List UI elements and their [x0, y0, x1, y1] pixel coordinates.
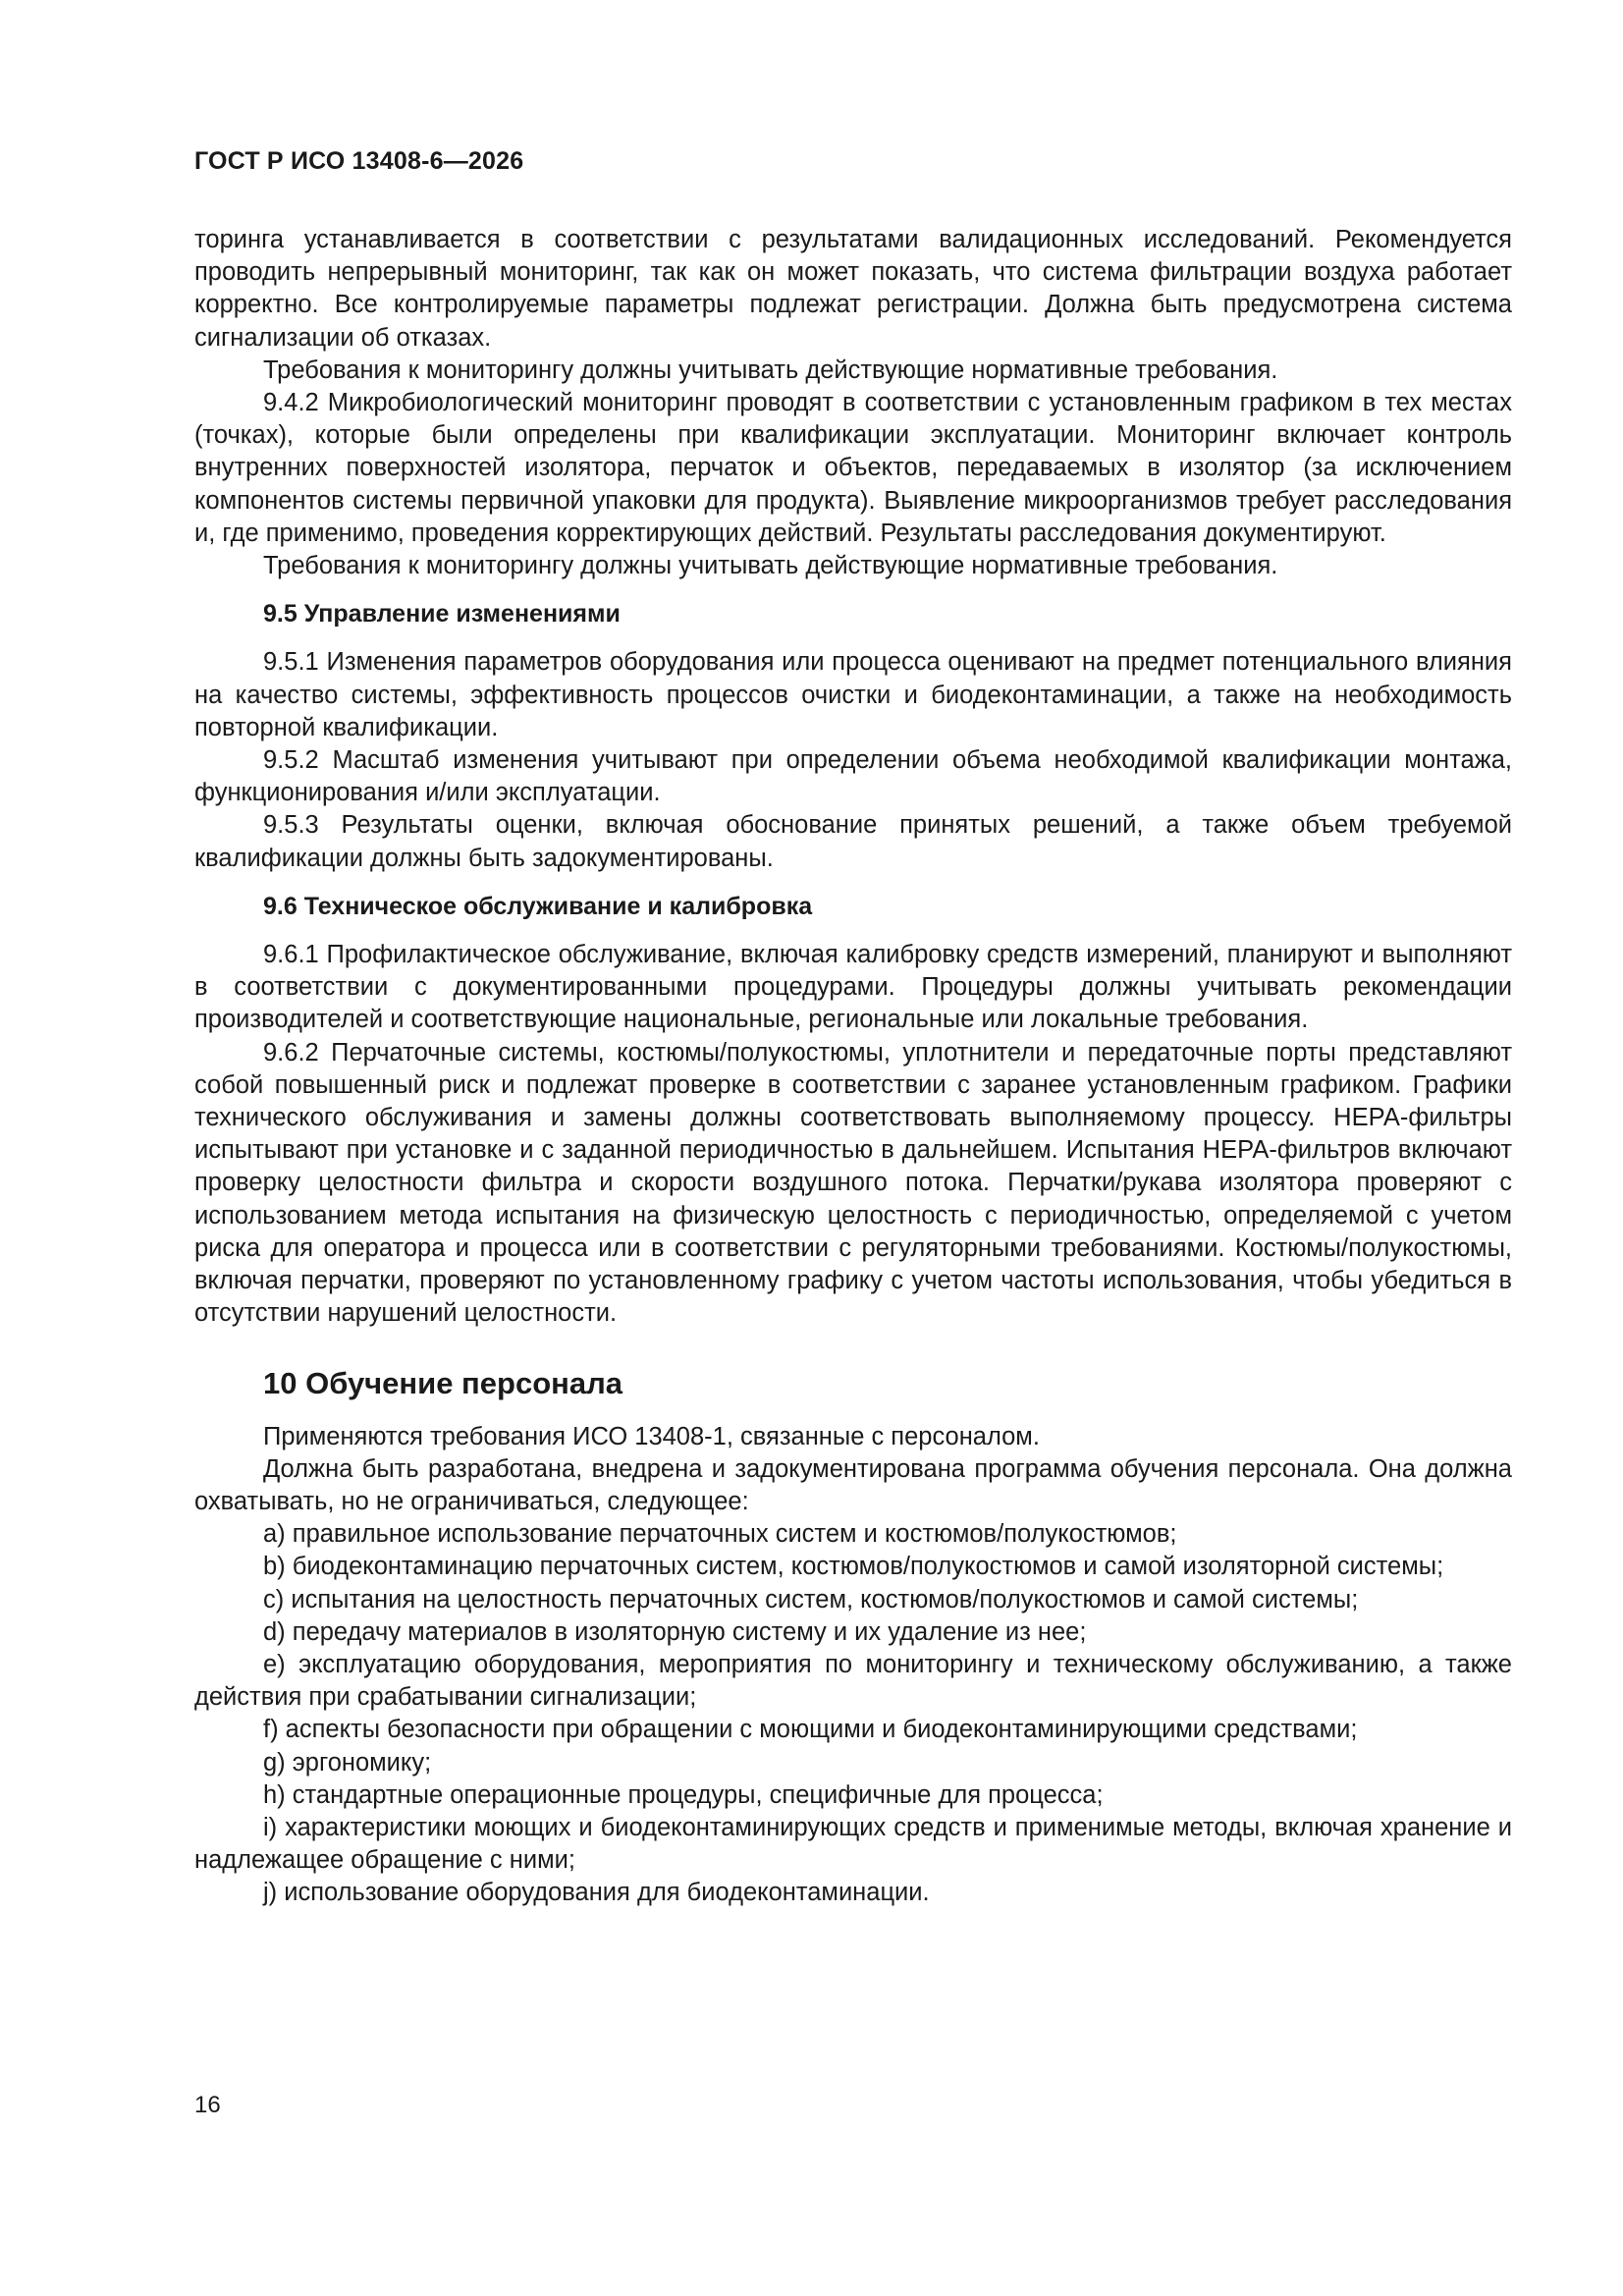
list-item: j) использование оборудования для биодеконтаминации. — [263, 1879, 930, 1907]
list-item: c) испытания на целостность перчаточных систем, костюмов/полукостюмов и самой системы; — [263, 1585, 1359, 1613]
paragraph-9-5-3: 9.5.3 Результаты оценки, включая обоснование принятых решений, а также объем требуемой квалификации должны быть задокументированы. — [194, 811, 1512, 872]
list-item: d) передачу материалов в изоляторную систему и их удаление из нее; — [263, 1617, 1087, 1646]
paragraph-9-6-2: 9.6.2 Перчаточные системы, костюмы/полукостюмы, уплотнители и передаточные порты представляют собой повышенный риск и подлежат проверке в соответствии с заранее установленным графиком. Графики технического обслуживания и замены должны соответствовать выполняемому процессу. НЕРА-фильтры испытывают при установке и с заданной периодичностью в дальнейшем. Испытания НЕРА-фильтров включают проверку целостности фильтра и скорости воздушного потока. Перчатки/рукава изолятора проверяют с использованием метода испытания на физическую целостность с периодичностью, определяемой с учетом риска для оператора и процесса или в соответствии с регуляторными требованиями. Костюмы/полукостюмы, включая перчатки, проверяют по установленному графику с учетом частоты использования, чтобы убедиться в отсутствии нарушений целостности. — [194, 1038, 1512, 1328]
document-header: ГОСТ Р ИСО 13408-6—2026 — [194, 147, 524, 175]
list-item: f) аспекты безопасности при обращении с моющими и биодеконтаминирующими средствами; — [263, 1716, 1358, 1744]
list-item: e) эксплуатацию оборудования, мероприятия по мониторингу и техническому обслуживанию, а также действия при срабатывании сигнализации; — [194, 1650, 1512, 1712]
paragraph-10-program: Должна быть разработана, внедрена и задокументирована программа обучения персонала. Она должна охватывать, но не ограничиваться, следующее: — [194, 1454, 1512, 1515]
list-item: g) эргономику; — [263, 1748, 432, 1777]
list-item: i) характеристики моющих и биодеконтаминирующих средств и применимые методы, включая хранение и надлежащее обращение с ними; — [194, 1813, 1512, 1875]
paragraph-requirements-2: Требования к мониторингу должны учитывать действующие нормативные требования. — [263, 552, 1278, 580]
document-body — [194, 224, 1512, 1910]
section-heading-9-6: 9.6 Техническое обслуживание и калибровка — [263, 892, 813, 920]
page-number: 16 — [194, 2092, 221, 2118]
paragraph-9-4-2: 9.4.2 Микробиологический мониторинг проводят в соответствии с установленным графиком в тех местах (точках), которые были определены при квалификации эксплуатации. Мониторинг включает контроль внутренних поверхностей изолятора, перчаток и объектов, передаваемых в изолятор (за исключением компонентов системы первичной упаковки для продукта). Выявление микроорганизмов требует расследования и, где применимо, проведения корректирующих действий. Результаты расследования документируют. — [194, 389, 1512, 547]
section-heading-9-5: 9.5 Управление изменениями — [263, 600, 621, 629]
paragraph-9-5-2: 9.5.2 Масштаб изменения учитывают при определении объема необходимой квалификации монтажа, функционирования и/или эксплуатации. — [194, 746, 1512, 807]
paragraph-9-6-1: 9.6.1 Профилактическое обслуживание, включая калибровку средств измерений, планируют и выполняют в соответствии с документированными процедурами. Процедуры должны учитывать рекомендации производителей и соответствующие национальные, региональные или локальные требования. — [194, 941, 1512, 1034]
paragraph-9-5-1: 9.5.1 Изменения параметров оборудования или процесса оценивают на предмет потенциального влияния на качество системы, эффективность процессов очистки и биодеконтаминации, а также на необходимость повторной квалификации. — [194, 648, 1512, 741]
list-item: h) стандартные операционные процедуры, специфичные для процесса; — [263, 1780, 1104, 1809]
list-item: a) правильное использование перчаточных систем и костюмов/полукостюмов; — [263, 1520, 1177, 1549]
section-heading-10: 10 Обучение персонала — [263, 1365, 623, 1400]
paragraph-continued: торинга устанавливается в соответствии с результатами валидационных исследований. Рекомендуется проводить непрерывный мониторинг, так как он может показать, что система фильтрации воздуха работает корректно. Все контролируемые параметры подлежат регистрации. Должна быть предусмотрена система сигнализации об отказах. — [194, 226, 1512, 352]
paragraph-requirements-1: Требования к мониторингу должны учитывать действующие нормативные требования. — [263, 355, 1278, 384]
paragraph-10-intro: Применяются требования ИСО 13408-1, связанные с персоналом. — [263, 1422, 1040, 1450]
list-item: b) биодеконтаминацию перчаточных систем, костюмов/полукостюмов и самой изоляторной системы; — [263, 1553, 1444, 1581]
